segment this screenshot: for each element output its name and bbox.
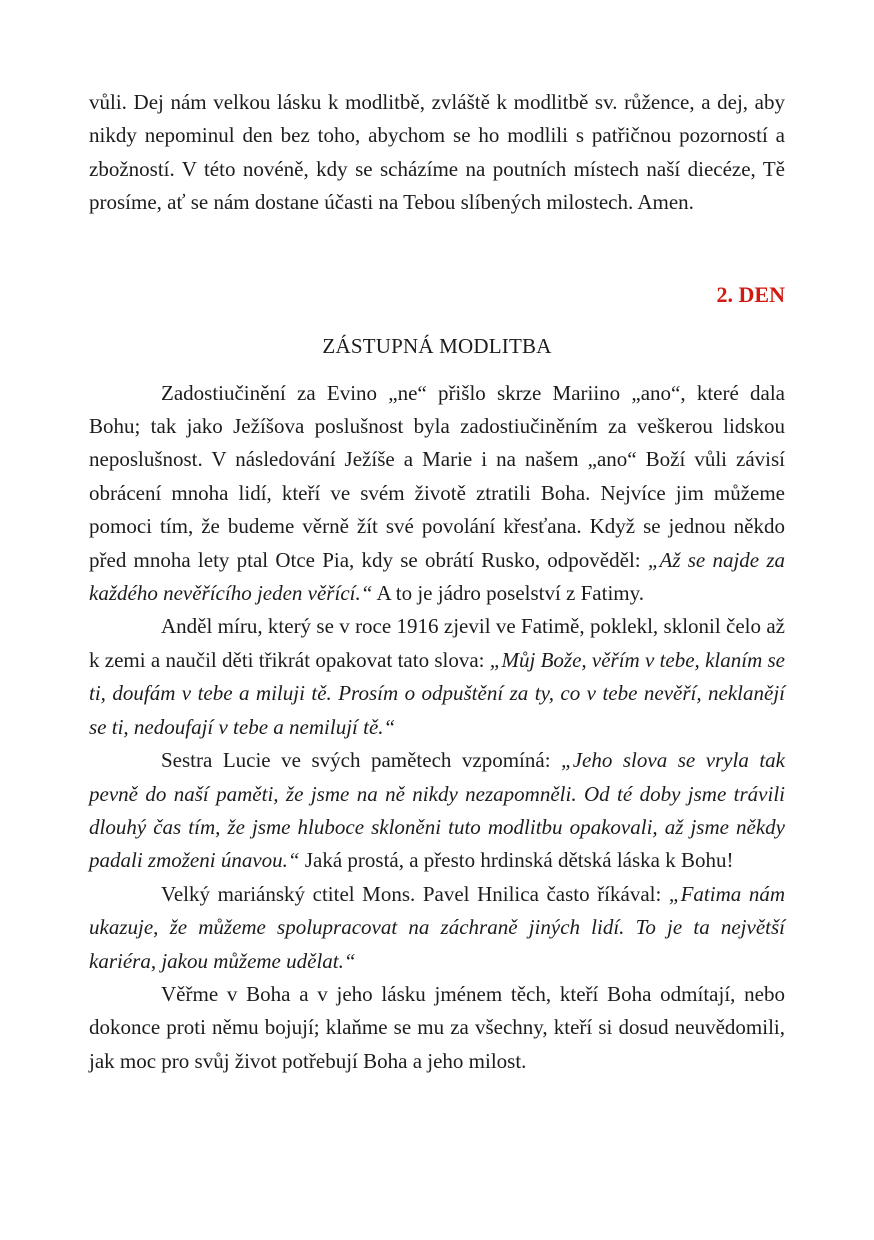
paragraph-2-quote: „Můj Bože, věřím v tebe, klaním se ti, doufám v tebe a miluji tě. Prosím o odpuštění za ty, co v tebe nevěří, neklanějí se ti, nedoufají v tebe a nemilují tě.“ (89, 647, 785, 739)
paragraph-1 (89, 377, 785, 611)
paragraph-2-text: Anděl míru, který se v roce 1916 zjevil ve Fatimě, poklekl, sklonil čelo až k zemi a naučil děti třikrát opakovat tato slova: (89, 614, 785, 672)
paragraph-3-text: Sestra Lucie ve svých pamětech vzpomíná: (161, 748, 562, 773)
paragraph-1-text: Zadostiučinění za Evino „ne“ přišlo skrze Mariino „ano“, které dala Bohu; tak jako Ježíšova poslušnost byla zadostiučiněním za veškerou lidskou neposlušnost. V následování Ježíše a Marie i na našem „ano“ Boží vůli závisí obrácení mnoha lidí, kteří ve svém životě ztratili Boha. Nejvíce jim můžeme pomoci tím, že budeme věrně žít své povolání křesťana. Když se jednou někdo před mnoha lety ptal Otce Pia, kdy se obrátí Rusko, odpověděl: (89, 380, 785, 572)
paragraph-3-quote: „Jeho slova se vryla tak pevně do naší paměti, že jsme na ně nikdy nezapomněli. Od té doby jsme trávili dlouhý čas tím, že jsme hluboce skloněni tuto modlitbu opakovali, až jsme někdy padali zmoženi únavou.“ (89, 748, 785, 873)
intro-paragraph: vůli. Dej nám velkou lásku k modlitbě, zvláště k modlitbě sv. růžence, a dej, aby nikdy nepominul den bez toho, abychom se ho modlili s patřičnou pozorností a zbožností. V této novéně, kdy se scházíme na poutních místech naší diecéze, Tě prosíme, ať se nám dostane účasti na Tebou slíbených milostech. Amen. (89, 90, 785, 215)
section-title: ZÁSTUPNÁ MODLITBA (322, 333, 552, 358)
paragraph-3-text-end: Jaká prostá, a přesto hrdinská dětská láska k Bohu! (299, 848, 734, 873)
document-page (89, 86, 785, 1078)
paragraph-4-quote: „Fatima nám ukazuje, že můžeme spolupracovat na záchraně jiných lidí. To je ta největší kariéra, jakou můžeme udělat.“ (89, 881, 786, 973)
paragraph-4 (89, 878, 785, 978)
paragraph-1-text-end: A to je jádro poselství z Fatimy. (372, 581, 645, 606)
paragraph-1-quote: „Až se najde za každého nevěřícího jeden věřící.“ (89, 547, 786, 606)
paragraph-5: Věřme v Boha a v jeho lásku jménem těch, kteří Boha odmítají, nebo dokonce proti němu bojují; klaňme se mu za všechny, kteří si dosud neuvědomili, jak moc pro svůj život potřebují Boha a jeho milost. (89, 981, 785, 1073)
paragraph-3 (89, 744, 785, 878)
paragraph-4-text: Velký mariánský ctitel Mons. Pavel Hnilica často říkával: (161, 881, 669, 906)
day-heading: 2. DEN (716, 281, 785, 307)
paragraph-2 (89, 610, 785, 744)
